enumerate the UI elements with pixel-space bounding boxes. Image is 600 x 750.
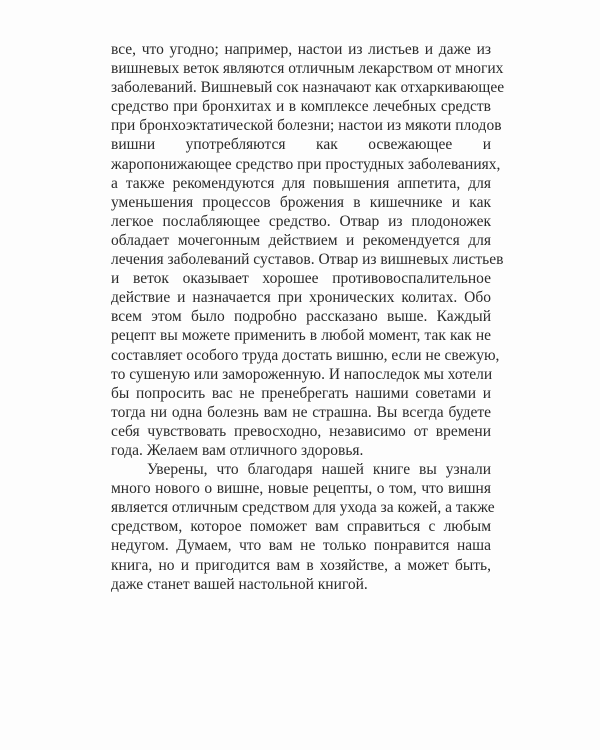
text-line: лечения заболеваний суставов. Отвар из вишневых листьев bbox=[111, 251, 504, 269]
text-line: книга, но и пригодится вам в хозяйстве, а может быть, bbox=[111, 556, 491, 574]
text-line: вишни употребляются как освежающее и bbox=[111, 136, 491, 154]
text-line: все, что угодно; например, настои из листьев и даже из bbox=[111, 41, 491, 58]
text-line: вишневых веток являются отличным лекарством от многих bbox=[111, 60, 504, 78]
text-line: рецепт вы можете применить в любой момент, так как не bbox=[111, 327, 491, 345]
text-line: года. Желаем вам отличного здоровья. bbox=[111, 441, 364, 459]
text-line: а также рекомендуются для повышения аппетита, для bbox=[111, 174, 491, 192]
text-line: обладает мочегонным действием и рекомендуется для bbox=[111, 231, 491, 249]
paragraph-2 bbox=[111, 460, 495, 594]
text-line: то сушеную или замороженную. И напоследок мы хотели bbox=[111, 365, 493, 383]
text-line: действие и назначается при хронических колитах. Обо bbox=[111, 289, 491, 307]
body-text bbox=[111, 40, 505, 594]
text-line: и веток оказывает хорошее противовоспалительное bbox=[111, 270, 491, 288]
text-line: даже станет вашей настольной книгой. bbox=[111, 575, 368, 593]
text-line: всем этом было подробно рассказано выше. Каждый bbox=[111, 308, 491, 326]
text-line: заболеваний. Вишневый сок назначают как отхаркивающее bbox=[111, 79, 505, 97]
text-line: бы попросить вас не пренебрегать нашими советами и bbox=[111, 384, 491, 402]
text-line: средством, которое поможет вам справиться с любым bbox=[111, 518, 491, 536]
text-line: является отличным средством для ухода за кожей, а также bbox=[111, 499, 495, 517]
text-line: тогда ни одна болезнь вам не страшна. Вы всегда будете bbox=[111, 403, 491, 421]
text-line: уменьшения процессов брожения в кишечнике и как bbox=[111, 193, 491, 211]
text-line: много нового о вишне, новые рецепты, о том, что вишня bbox=[111, 480, 491, 498]
text-line: при бронхоэктатической болезни; настои из мякоти плодов bbox=[111, 117, 502, 135]
text-line: жаропонижающее средство при простудных заболеваниях, bbox=[111, 155, 501, 173]
text-line: средство при бронхитах и в комплексе лечебных средств bbox=[111, 98, 491, 116]
paragraph-1 bbox=[111, 40, 505, 460]
text-line: себя чувствовать превосходно, независимо от времени bbox=[111, 422, 491, 440]
text-line: легкое послабляющее средство. Отвар из плодоножек bbox=[111, 212, 491, 230]
text-line: Уверены, что благодаря нашей книге вы узнали bbox=[147, 461, 491, 479]
text-line: составляет особого труда достать вишню, если не свежую, bbox=[111, 346, 500, 364]
text-line: недугом. Думаем, что вам не только понравится наша bbox=[111, 537, 491, 555]
